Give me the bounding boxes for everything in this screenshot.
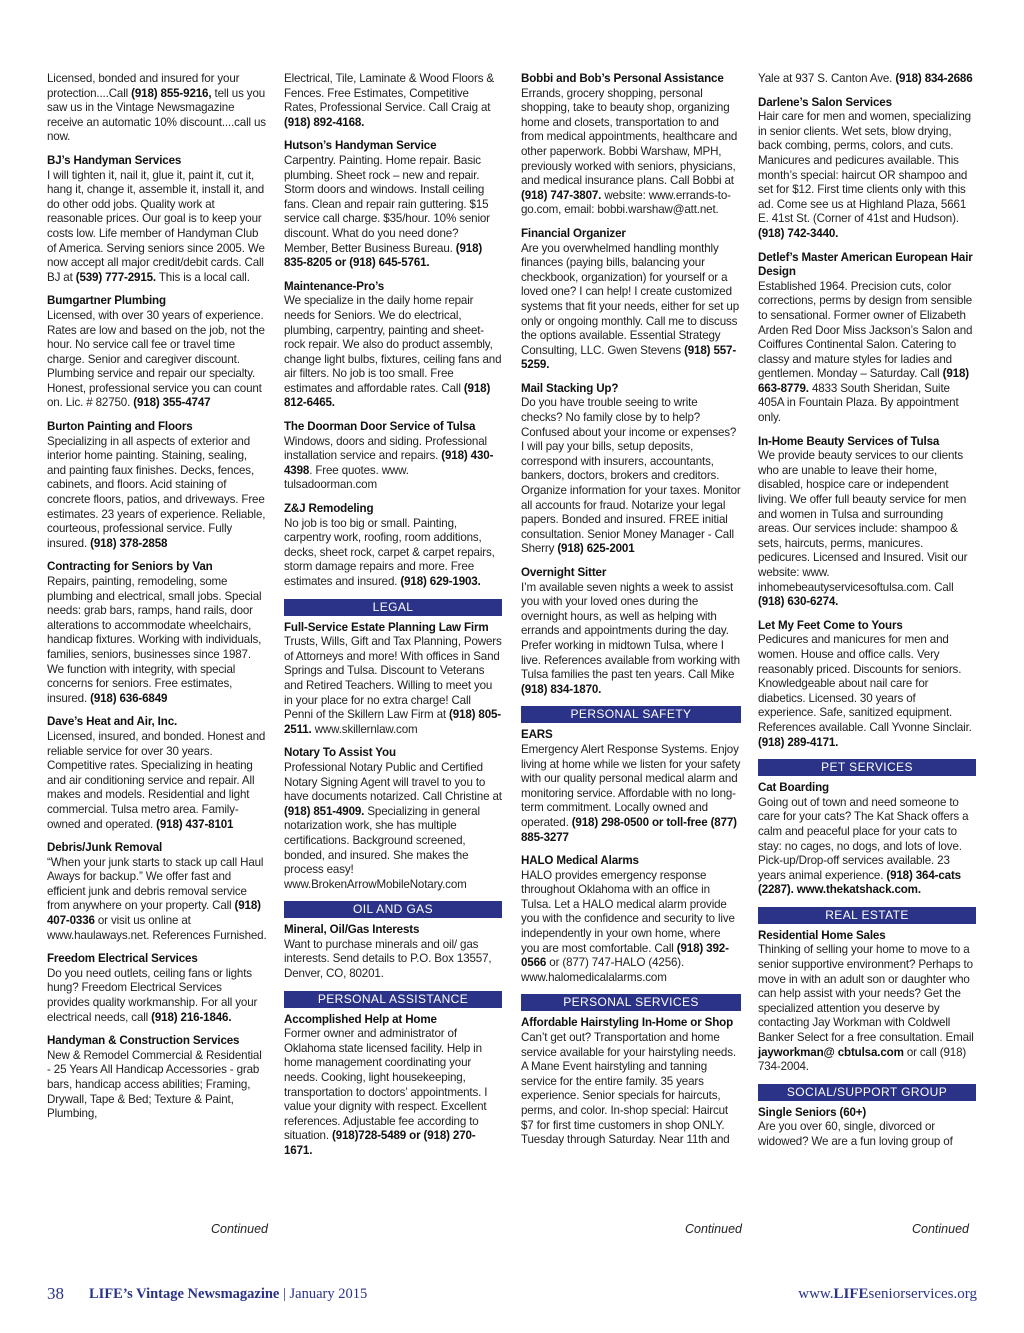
section-header-social-support-group: SOCIAL/SUPPORT GROUP: [758, 1084, 976, 1101]
listing-entry: [758, 1106, 976, 1150]
listing-text-tail: or call (918) 734-2004.: [758, 1045, 967, 1074]
section-header-personal-safety: PERSONAL SAFETY: [521, 706, 741, 723]
section-header-personal-services: PERSONAL SERVICES: [521, 994, 741, 1011]
listing-body: [284, 938, 491, 980]
section-header-legal: LEGAL: [284, 599, 502, 616]
listing-entry: [284, 1013, 502, 1159]
listing-title: Notary To Assist You: [284, 746, 396, 760]
listing-title: HALO Medical Alarms: [521, 854, 639, 868]
listing-entry: [284, 502, 502, 590]
listing-entry: [47, 841, 267, 943]
listing-phone: (918)728-5489 or (918) 270-1671.: [284, 1129, 476, 1157]
listing-title: Debris/Junk Removal: [47, 841, 163, 855]
listing-entry: [521, 1016, 741, 1147]
listing-text: Windows, doors and siding. Professional installation service and repairs.: [284, 434, 487, 463]
listing-title: Residential Home Sales: [758, 928, 886, 942]
listing-text: Yale at 937 S. Canton Ave.: [758, 72, 896, 85]
listing-text: Licensed, bonded and insured for your protection....Call: [47, 72, 240, 100]
listing-text-tail: website: www.errands-to-go.com, email: bobbi.warshaw@att.net.: [521, 188, 731, 217]
listing-entry: [521, 566, 741, 697]
listing-entry: [47, 1034, 267, 1122]
listing-title: Bumgartner Plumbing: [47, 294, 166, 308]
listing-phone: (918) 629-1903.: [400, 575, 481, 588]
listing-entry: [521, 227, 741, 373]
listing-body: [284, 72, 494, 129]
listing-text-tail: www.skillernlaw.com: [311, 722, 418, 736]
listing-body: [47, 435, 265, 550]
section-header-real-estate: REAL ESTATE: [758, 907, 976, 924]
listing-title: Let My Feet Come to Yours: [758, 618, 903, 632]
listing-phone: (918) 289-4171.: [758, 735, 839, 749]
listing-phone: (918) 834-1870.: [521, 682, 602, 696]
listing-entry: [758, 619, 976, 750]
listing-title: Mineral, Oil/Gas Interests: [284, 923, 420, 937]
listing-text: Established 1964. Precision cuts, color corrections, perms by design from sensible to sensational. Former owner of Elizabeth Arden Red Door Miss Jackson’s Salon and Coiffures Continental Salon. Catering to classy and mature styles for ladies and gentlemen. Monday – Saturday. Call: [758, 279, 973, 381]
listing-phone: (918) 298-0500 or toll-free (877) 885-3277: [521, 815, 737, 844]
listing-body: [284, 517, 495, 588]
listing-title: Maintenance-Pro’s: [284, 279, 385, 293]
listing-text: “When your junk starts to stack up call Haul Aways for backup.” We offer fast and efficient junk and debris removal service from anywhere on your property. Call: [47, 855, 264, 913]
listing-title: Mail Stacking Up?: [521, 381, 619, 395]
listing-entry: [284, 72, 502, 130]
listing-body: [284, 294, 501, 409]
listing-phone: (918) 663-8779.: [758, 367, 969, 395]
listing-body: [521, 242, 739, 372]
url-prefix: www.: [798, 1286, 834, 1302]
issue-date: January 2015: [289, 1286, 368, 1302]
listing-body: [47, 72, 266, 143]
listing-body: [521, 869, 735, 984]
section-header-oil-and-gas: OIL AND GAS: [284, 901, 502, 918]
listing-entry: [47, 72, 267, 145]
listing-text: Going out of town and need someone to care for your cats? The Kat Shack offers a calm and peaceful place for your cats to stay: no cages, no dogs, and lots of love. Pick-up/Drop-off services available. 23 years animal experience.: [758, 795, 969, 882]
listing-phone: (918) 437-8101: [156, 817, 234, 831]
listing-text: Do you need outlets, ceiling fans or lights hung? Freedom Electrical Services provides quality workmanship. For all your electrical needs, call: [47, 966, 258, 1024]
listing-phone: (918) 805-2511.: [284, 708, 502, 736]
page-number: 38: [47, 1284, 64, 1303]
listing-title: Z&J Remodeling: [284, 502, 374, 516]
listing-body: [758, 449, 967, 608]
listing-body: [284, 154, 490, 269]
listing-body: [284, 635, 502, 736]
listing-phone: (918) 812-6465.: [284, 381, 491, 410]
listing-text: Errands, grocery shopping, personal shopping, take to beauty shop, organizing home and closets, transportation to and from medical appointments, healthcare and other paperwork. Bobbi Warshaw, MPH, previously worked with seniors, physicians, and medical insurance plans. Call Bobbi at: [521, 86, 738, 188]
listing-title: Affordable Hairstyling In-Home or Shop: [521, 1016, 734, 1030]
listing-title: Overnight Sitter: [521, 566, 607, 579]
listing-entry: [284, 746, 502, 892]
listing-phone: (918) 892-4168.: [284, 115, 365, 129]
listing-title: Financial Organizer: [521, 226, 626, 240]
listing-body: [47, 169, 265, 284]
listing-entry: [521, 854, 741, 985]
listing-phone: (918) 742-3440.: [758, 226, 839, 240]
magazine-name: LIFE’s Vintage Newsmagazine: [89, 1286, 280, 1302]
listing-text: Thinking of selling your home to move to a senior supportive environment? Perhaps to move in with an adult son or daughter who can help assist with your needs? Get the specialized attention you deserve by contacting Jay Workman with Coldwell Banker Select for a free consultation. Email: [758, 943, 974, 1045]
listing-phone: (918) 430-4398: [284, 449, 494, 477]
listing-phone: (918) 364-cats (2287). www.thekatshack.com.: [758, 868, 961, 897]
column-1: [47, 72, 267, 1131]
continued-note-col3: Continued: [685, 1222, 742, 1236]
listing-phone: (918) 747-3807.: [521, 188, 602, 202]
listing-body: [521, 396, 741, 555]
listing-phone: (918) 407-0336: [47, 899, 261, 928]
listing-text: HALO provides emergency response throughout Oklahoma with an office in Tulsa. Let a HALO medical alarm provide you with the confidence and security to live independently in your own home, where you are most comfortable. Call: [521, 868, 735, 955]
listing-entry: [284, 420, 502, 493]
listing-title: Single Seniors (60+): [758, 1105, 867, 1119]
listing-text: Professional Notary Public and Certified Notary Signing Agent will travel to you to have documents notarized. Call Christine at: [284, 760, 502, 804]
listing-text: Repairs, painting, remodeling, some plumbing and electrical, small jobs. Special needs: grab bars, ramps, hand rails, door alterations to accommodate wheelchairs, handicap fixtures. Working with individuals, families, seniors, businesses since 1987. We function with integrity, with special concerns for seniors. Free estimates, insured.: [47, 575, 262, 705]
listing-phone: (918) 636-6849: [90, 691, 168, 705]
url-suffix: seniorservices.org: [868, 1286, 977, 1302]
listing-body: [284, 435, 493, 492]
listing-body: [521, 581, 740, 696]
listing-entry: [47, 154, 267, 285]
listing-entry: [284, 923, 502, 981]
listing-title: Burton Painting and Floors: [47, 420, 193, 434]
listing-text: Licensed, with over 30 years of experience. Rates are low and based on the job, not the hour. No service call fee or travel time charge. Senior and caregiver discount. Plumbing service and repair our specialty. Honest, professional service you can count on. Lic. # 82750.: [47, 308, 265, 410]
listing-body: [521, 743, 740, 844]
listing-text: Pedicures and manicures for men and women. House and office calls. Very reasonably priced. Discounts for seniors. Knowledgeable about nail care for diabetics. Licensed. 30 years of experience. Safe, sanitized equipment. References available. Call Yvonne Sinclair.: [758, 633, 972, 734]
listing-entry: [47, 952, 267, 1025]
listing-body: [758, 633, 972, 748]
page-footer: [47, 1284, 977, 1306]
listing-entry: [47, 560, 267, 706]
listing-entry: [284, 621, 502, 738]
listing-title: Dave’s Heat and Air, Inc.: [47, 715, 178, 729]
listing-entry: [758, 781, 976, 898]
column-3: [521, 72, 741, 1157]
listing-title: Detlef’s Master American European Hair Design: [758, 250, 973, 279]
listing-body: [47, 1049, 262, 1120]
listing-body: [758, 796, 968, 897]
listing-phone: (918) 630-6274.: [758, 595, 839, 609]
listing-text: We provide beauty services to our clients who are unable to leave their home, disabled, hospice care or independent living. We offer full beauty service for men and women in Tulsa and surrounding areas. Our services include: shampoo & sets, haircuts, perms, manicures. pedicures. Licensed and Insured. Visit our website: www. inhomebeautyservicesoftulsa.com. Call: [758, 449, 968, 594]
listing-title: Bobbi and Bob’s Personal Assistance: [521, 72, 724, 85]
listing-body: [47, 730, 265, 831]
listing-title: Darlene’s Salon Services: [758, 95, 892, 109]
listing-entry: [758, 929, 976, 1075]
listing-text: Do you have trouble seeing to write checks? No family close by to help? Confused about your income or expenses? I will pay your bills, setup deposits, correspond with insurers, accountants, bankers, doctors, brokers and creditors. Organize information for your taxes. Monitor all accounts for fraud. Notarize your legal papers. Bonded and insured. FREE initial consultation. Senior Money Manager - Call Sherry: [521, 396, 741, 556]
continued-note-col1: Continued: [211, 1222, 268, 1236]
listing-phone: (918) 851-4909.: [284, 804, 365, 818]
listing-body: [284, 1027, 487, 1157]
listing-title: Accomplished Help at Home: [284, 1012, 437, 1026]
listing-text: Licensed, insured, and bonded. Honest and reliable service for over 30 years. Competitive rates. Specializing in heating and air conditioning service and repair. All makes and models. Residential and light commercial. Tulsa metro area. Family-owned and operated.: [47, 729, 266, 831]
listing-text: I will tighten it, nail it, glue it, paint it, cut it, hang it, change it, assemble it, install it, and do other odd jobs. Quality work at reasonable prices. Our goal is to keep your costs low. Life member of Handyman Club of America. Serving seniors since 2005. We now accept all major credit/debit cards. Call BJ at: [47, 168, 265, 284]
listing-entry: [521, 382, 741, 557]
listing-body: [521, 87, 737, 217]
listing-text-tail: or visit us online at www.haulaways.net. References Furnished.: [47, 914, 267, 942]
listing-phone: (918) 557-5259.: [521, 343, 737, 372]
listing-body: [47, 856, 267, 942]
listing-text-tail: This is a local call.: [156, 270, 250, 284]
section-header-pet-services: PET SERVICES: [758, 759, 976, 776]
listing-body: [758, 1120, 953, 1148]
listing-entry: [758, 96, 976, 242]
listing-title: EARS: [521, 728, 553, 742]
listing-text-tail: tell us you saw us in the Vintage Newsmagazine receive an automatic 10% discount....call us now.: [47, 86, 266, 144]
listing-title: The Doorman Door Service of Tulsa: [284, 420, 476, 434]
listing-text: Carpentry. Painting. Home repair. Basic plumbing. Sheet rock – new and repair. Storm doors and windows. Install ceiling fans. Clean and repair rain guttering. $15 service call charge. $35/hour. 10% senior discount. What do you need done? Member, Better Business Bureau.: [284, 153, 490, 255]
listing-body: [47, 967, 257, 1024]
listing-text: Can’t get out? Transportation and home service available for your hairstyling needs. A Mane Event hairstyling and tanning service for the entire family. 35 years experience. Senior specials for haircuts, perms, and color. In-shop special: Haircut $7 for first time customers in shop ONLY. Tuesday through Saturday. Near 11th and: [521, 1031, 736, 1147]
listing-entry: [758, 435, 976, 610]
listing-text: Hair care for men and women, specializing in senior clients. Wet sets, blow drying, back combing, perms, colors, and cuts. Manicures and pedicures available. This month’s special: haircut OR shampoo and set for $12. First time clients only with this ad. Come see us at Highland Plaza, 5661 E. 41st St. (Corner of 41st and Hudson).: [758, 110, 971, 226]
listing-text: Specializing in all aspects of exterior and interior home painting. Staining, sealing, and painting faux finishes. Decks, fences, cabinets, and floors. Acid staining of concrete floors, patios, and driveways. Free estimates. 23 years of experience. Reliable, courteous, professional service. Fully insured.: [47, 434, 266, 550]
listing-phone: (918) 355-4747: [133, 396, 211, 410]
continued-note-col4: Continued: [912, 1222, 969, 1236]
listing-title: Handyman & Construction Services: [47, 1034, 240, 1048]
listing-entry: [758, 251, 976, 426]
listing-text-tail: . Free quotes. www. tulsadoorman.com: [284, 463, 409, 492]
listing-title: Freedom Electrical Services: [47, 952, 198, 966]
listing-text-tail: Specializing in general notarization work, she has multiple certifications. Background screened, bonded, and insured. She makes the process easy! www.BrokenArrowMobileNotary.com: [284, 804, 480, 891]
listing-entry: [47, 715, 267, 832]
listing-entry: [521, 728, 741, 845]
listing-phone: (918) 835-8205 or (918) 645-5761.: [284, 241, 483, 270]
listing-title: BJ’s Handyman Services: [47, 153, 182, 167]
listing-entry: [47, 420, 267, 551]
listing-phone: jayworkman@ cbtulsa.com: [758, 1045, 904, 1059]
listing-entry: [521, 72, 741, 218]
listing-text-tail: 4833 South Sheridan, Suite 405A in Fountain Plaza. By appointment only.: [758, 381, 959, 425]
listing-phone: (918) 855-9216,: [131, 86, 212, 100]
listing-body: [758, 943, 974, 1073]
column-4: [758, 72, 976, 1159]
listing-text: Electrical, Tile, Laminate & Wood Floors & Fences. Free Estimates, Competitive Rates, Professional Service. Call Craig at: [284, 72, 494, 115]
listing-phone: (539) 777-2915.: [75, 270, 157, 284]
url-brand: LIFE: [833, 1286, 869, 1302]
listing-body: [758, 280, 972, 424]
listing-body: [521, 1031, 736, 1146]
listing-text: Emergency Alert Response Systems. Enjoy living at home while we listen for your safety with our quality personal medical alarm and monitoring service. Affordable with no long-term commitment. Locally owned and operated.: [521, 742, 741, 829]
footer-separator: |: [283, 1286, 286, 1302]
listing-text: Are you overwhelmed handling monthly finances (paying bills, balancing your checkbook, organization) for yourself or a loved one? I can help! I create customized systems that fit your needs, either for set up only or ongoing monthly. Call me to discuss the options available. Essential Strategy Consulting, LLC. Gwen Stevens: [521, 241, 739, 357]
listing-text: Are you over 60, single, divorced or widowed? We are a fun loving group of: [758, 1120, 953, 1148]
listing-title: Contracting for Seniors by Van: [47, 560, 213, 574]
listing-title: Full-Service Estate Planning Law Firm: [284, 620, 489, 634]
listing-title: Cat Boarding: [758, 781, 829, 795]
listing-text: Want to purchase minerals and oil/ gas interests. Send details to P.O. Box 13557, Denver, CO, 80201.: [284, 937, 492, 981]
listing-entry: [758, 72, 976, 87]
listing-text: We specialize in the daily home repair needs for Seniors. We do electrical, plumbing, carpentry, painting and sheet-rock repair. We also do product assembly, change light bulbs, fixtures, ceiling fans and air filters. No job is too small. Free estimates and affordable rates. Call: [284, 294, 502, 395]
listing-text: I’m available seven nights a week to assist you with your loved ones during the overnight hours, as well as helping with errands and appointments during the day. Prefer working in midtown Tulsa, where I live. References available from working with Tulsa families the past ten years. Call Mike: [521, 580, 740, 682]
listing-entry: [47, 294, 267, 411]
listing-text: Former owner and administrator of Oklahoma state licensed facility. Help in home management coordinating your needs. Cooking, light housekeeping, transportation to doctors’ appointments. I value your dignity with respect. Excellent references. Adjustable fee according to situation.: [284, 1027, 488, 1143]
listing-text-tail: or (877) 747-HALO (4256). www.halomedicalalarms.com: [521, 956, 685, 984]
listing-phone: (918) 625-2001: [557, 542, 635, 556]
listing-body: [758, 72, 973, 85]
listing-phone: (918) 834-2686: [895, 72, 973, 85]
listing-body: [758, 110, 971, 240]
listing-text: No job is too big or small. Painting, carpentry work, roofing, room additions, decks, sheet rock, carpet & carpet repairs, storm damage repairs and more. Free estimates and insured.: [284, 516, 495, 588]
magazine-title: [89, 1286, 367, 1303]
listing-entry: [284, 280, 502, 411]
listing-entry: [284, 139, 502, 270]
section-header-personal-assistance: PERSONAL ASSISTANCE: [284, 991, 502, 1008]
listing-phone: (918) 378-2858: [90, 536, 168, 550]
listing-title: In-Home Beauty Services of Tulsa: [758, 434, 940, 448]
listing-phone: (918) 216-1846.: [151, 1010, 232, 1024]
column-2: [284, 72, 502, 1168]
listing-body: [47, 575, 261, 705]
listing-phone: (918) 392-0566: [521, 941, 729, 970]
listing-body: [47, 309, 265, 410]
website-url[interactable]: [798, 1286, 977, 1303]
listing-body: [284, 761, 502, 891]
listing-text: Trusts, Wills, Gift and Tax Planning, Powers of Attorneys and more! With offices in Sand Springs and Tulsa. Discount to Veterans and Retired Teachers. Willing to meet you in your place for no extra charge! Call Penni of the Skillern Law Firm at: [284, 635, 502, 722]
listing-title: Hutson’s Handyman Service: [284, 139, 437, 153]
listing-text: New & Remodel Commercial & Residential - 25 Years All Handicap Accessories - grab bars, handicap access abilities; Framing, Drywall, Tape & Bed; Texture & Paint, Plumbing,: [47, 1048, 262, 1121]
